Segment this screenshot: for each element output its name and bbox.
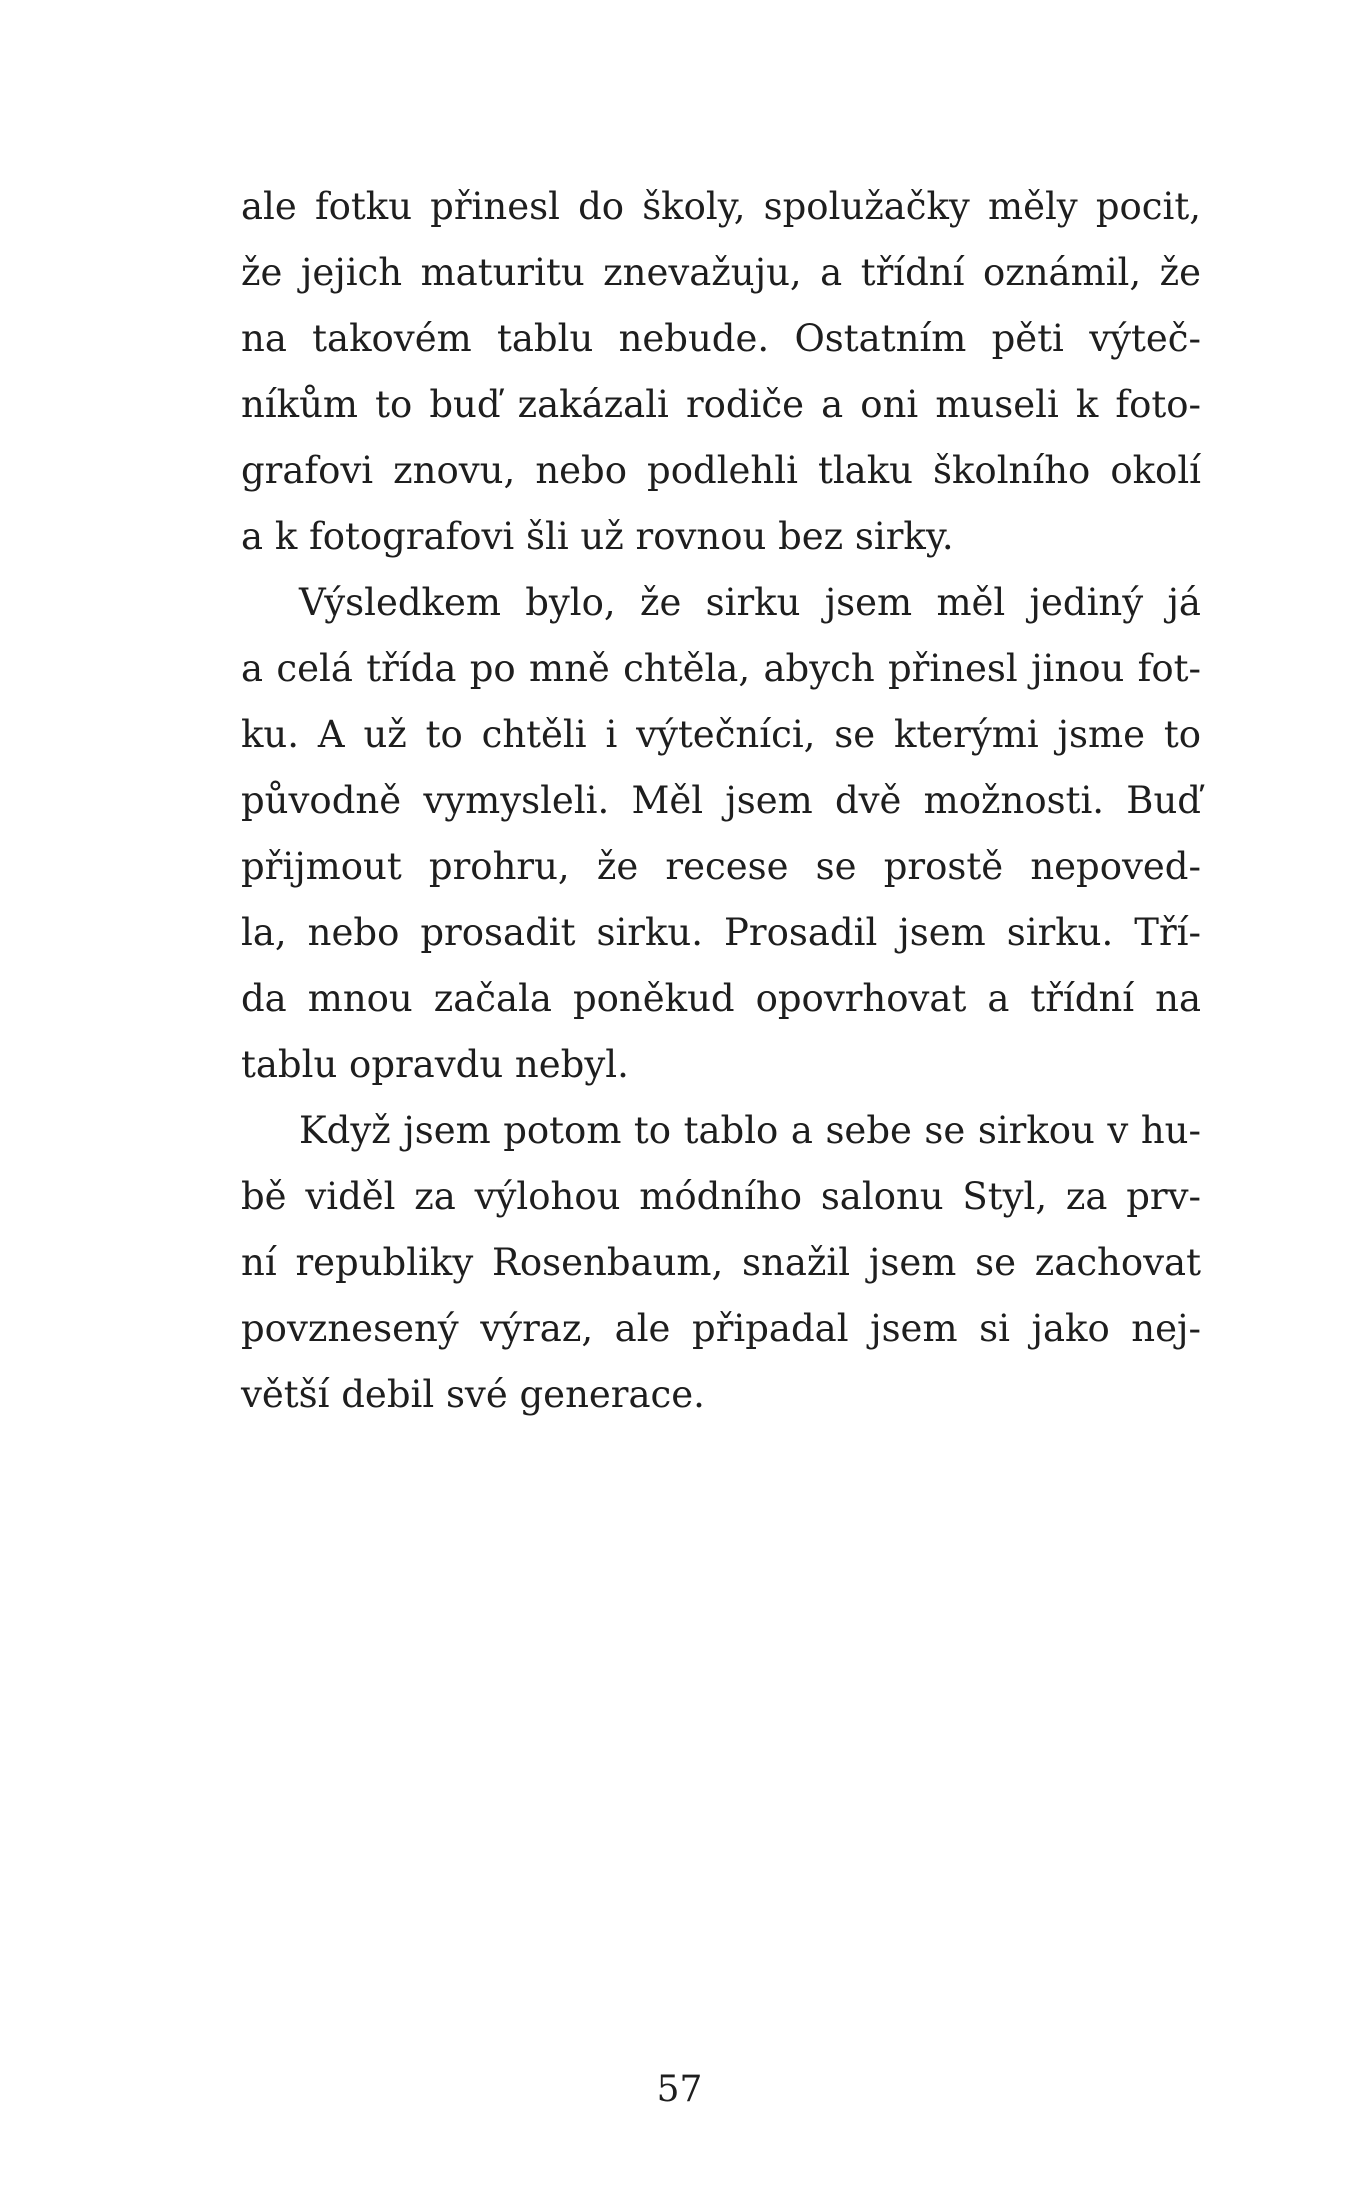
text-line-16: bě viděl za výlohou módního salonu Styl, za prv- [241, 1175, 1201, 1218]
text-line-8: a celá třída po mně chtěla, abych přinesl jinou fot- [241, 647, 1201, 690]
text-line-17: ní republiky Rosenbaum, snažil jsem se zachovat [241, 1241, 1201, 1284]
text-line-15: Když jsem potom to tablo a sebe se sirkou v hu- [299, 1109, 1201, 1152]
text-line-12: la, nebo prosadit sirku. Prosadil jsem sirku. Tří- [241, 911, 1201, 954]
text-line-9: ku. A už to chtěli i výtečníci, se kterými jsme to [241, 713, 1201, 756]
text-line-10: původně vymysleli. Měl jsem dvě možnosti. Buď [241, 779, 1201, 822]
text-line-4: níkům to buď zakázali rodiče a oni museli k foto- [241, 383, 1201, 426]
text-line-2: že jejich maturitu znevažuju, a třídní oznámil, že [241, 251, 1201, 294]
text-line-6: a k fotografovi šli už rovnou bez sirky. [241, 515, 954, 558]
text-line-7: Výsledkem bylo, že sirku jsem měl jediný já [299, 581, 1201, 624]
text-line-19: větší debil své generace. [241, 1373, 705, 1416]
page-number: 57 [656, 2069, 703, 2110]
text-line-14: tablu opravdu nebyl. [241, 1043, 629, 1086]
text-line-5: grafovi znovu, nebo podlehli tlaku školního okolí [241, 449, 1201, 492]
text-line-1: ale fotku přinesl do školy, spolužačky měly pocit, [241, 185, 1201, 228]
text-line-13: da mnou začala poněkud opovrhovat a třídní na [241, 977, 1201, 1020]
text-line-3: na takovém tablu nebude. Ostatním pěti výteč- [241, 317, 1201, 360]
body-text [241, 174, 1201, 1428]
text-line-11: přijmout prohru, že recese se prostě nepoved- [241, 845, 1201, 888]
text-line-18: povznesený výraz, ale připadal jsem si jako nej- [241, 1307, 1201, 1350]
